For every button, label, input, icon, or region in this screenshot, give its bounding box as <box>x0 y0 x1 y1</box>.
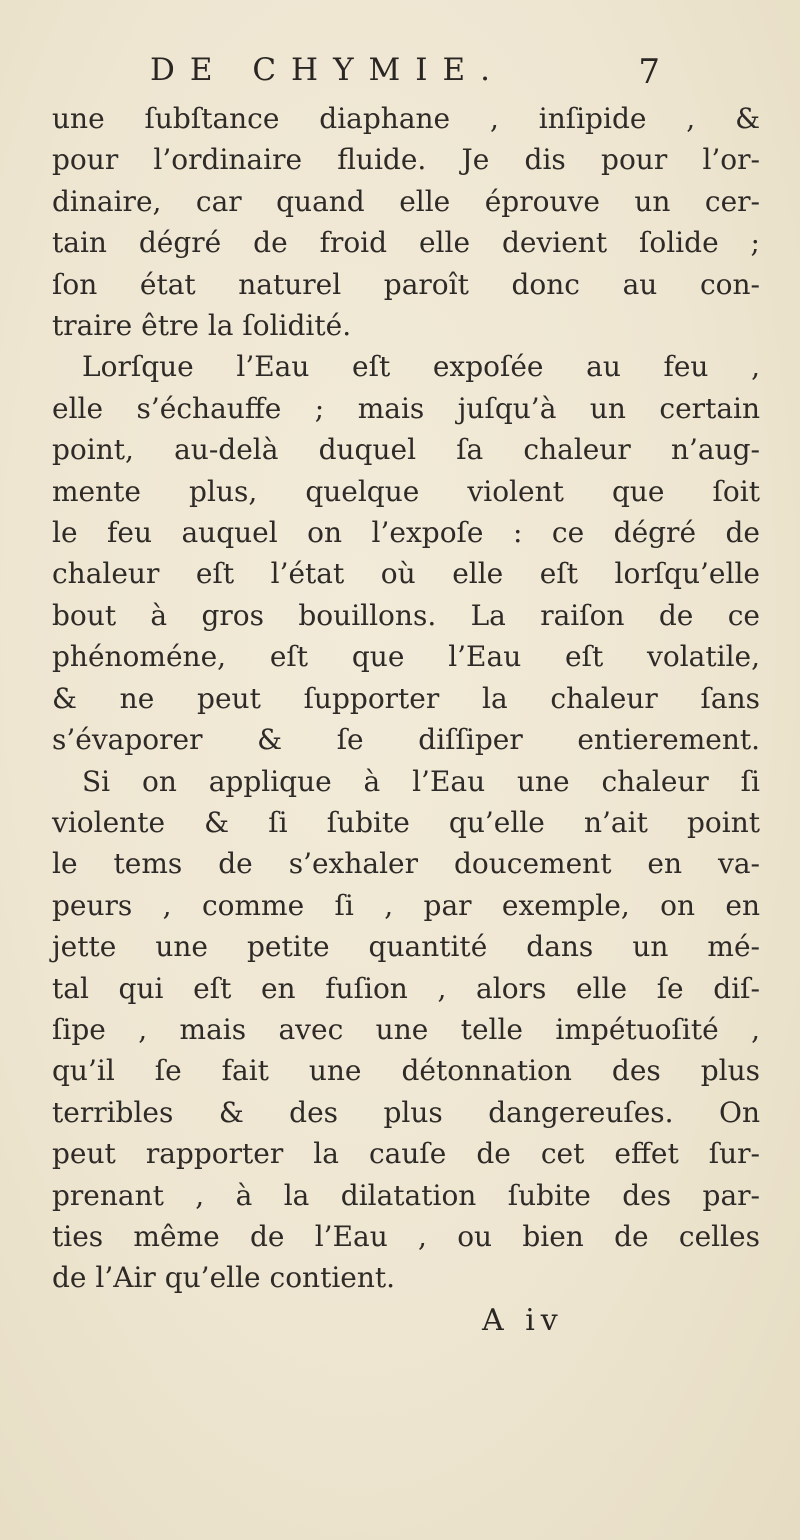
text-line: le feu auquel on l’expoſe : ce dégré de <box>52 516 760 550</box>
text-line: qu’il ſe fait une détonnation des plus <box>52 1054 760 1088</box>
text-line: peurs , comme ſi , par exemple, on en <box>52 888 760 922</box>
text-line: s’évaporer & ſe diſſiper entierement. <box>52 723 760 757</box>
page-number: 7 <box>638 52 660 92</box>
text-line: traire être la ſolidité. <box>52 309 352 343</box>
text-line: terribles & des plus dangereuſes. On <box>52 1095 760 1129</box>
page-header <box>150 52 660 102</box>
text-line: dinaire, car quand elle éprouve un cer- <box>52 184 760 218</box>
text-line: le tems de s’exhaler doucement en va- <box>52 847 760 881</box>
text-line: peut rapporter la cauſe de cet effet ſur- <box>52 1137 760 1171</box>
text-line: ſipe , mais avec une telle impétuoſité , <box>52 1012 760 1046</box>
text-line: tal qui eſt en fuſion , alors elle ſe diſ- <box>52 971 760 1005</box>
body-text <box>52 98 760 1299</box>
text-line: ties même de l’Eau , ou bien de celles <box>52 1219 760 1253</box>
text-line: Si on applique à l’Eau une chaleur ſi <box>82 764 760 798</box>
text-line: phénoméne, eſt que l’Eau eſt volatile, <box>52 640 760 674</box>
text-line: mente plus, quelque violent que ſoit <box>52 474 760 508</box>
text-line: bout à gros bouillons. La raiſon de ce <box>52 598 760 632</box>
text-line: Lorſque l’Eau eſt expoſée au feu , <box>82 350 760 384</box>
text-line: violente & ſi ſubite qu’elle n’ait point <box>52 805 760 839</box>
text-line: point, au-delà duquel ſa chaleur n’aug- <box>52 433 760 467</box>
text-line: & ne peut ſupporter la chaleur ſans <box>52 681 760 715</box>
text-line: une ſubſtance diaphane , inſipide , & <box>52 102 760 135</box>
text-line: pour l’ordinaire fluide. Je dis pour l’or- <box>52 143 760 177</box>
text-line: jette une petite quantité dans un mé- <box>52 930 760 964</box>
text-line: elle s’échauffe ; mais juſqu’à un certain <box>52 391 760 425</box>
signature-mark: A iv <box>482 1303 564 1338</box>
text-line: de l’Air qu’elle contient. <box>52 1261 396 1295</box>
text-line: ſon état naturel paroît donc au con- <box>52 267 760 301</box>
text-line: tain dégré de froid elle devient ſolide ; <box>52 226 760 260</box>
text-line: prenant , à la dilatation ſubite des par- <box>52 1178 760 1212</box>
running-title: DE CHYMIE. <box>150 52 506 88</box>
text-line: chaleur eſt l’état où elle eſt lorſqu’elle <box>52 557 760 591</box>
